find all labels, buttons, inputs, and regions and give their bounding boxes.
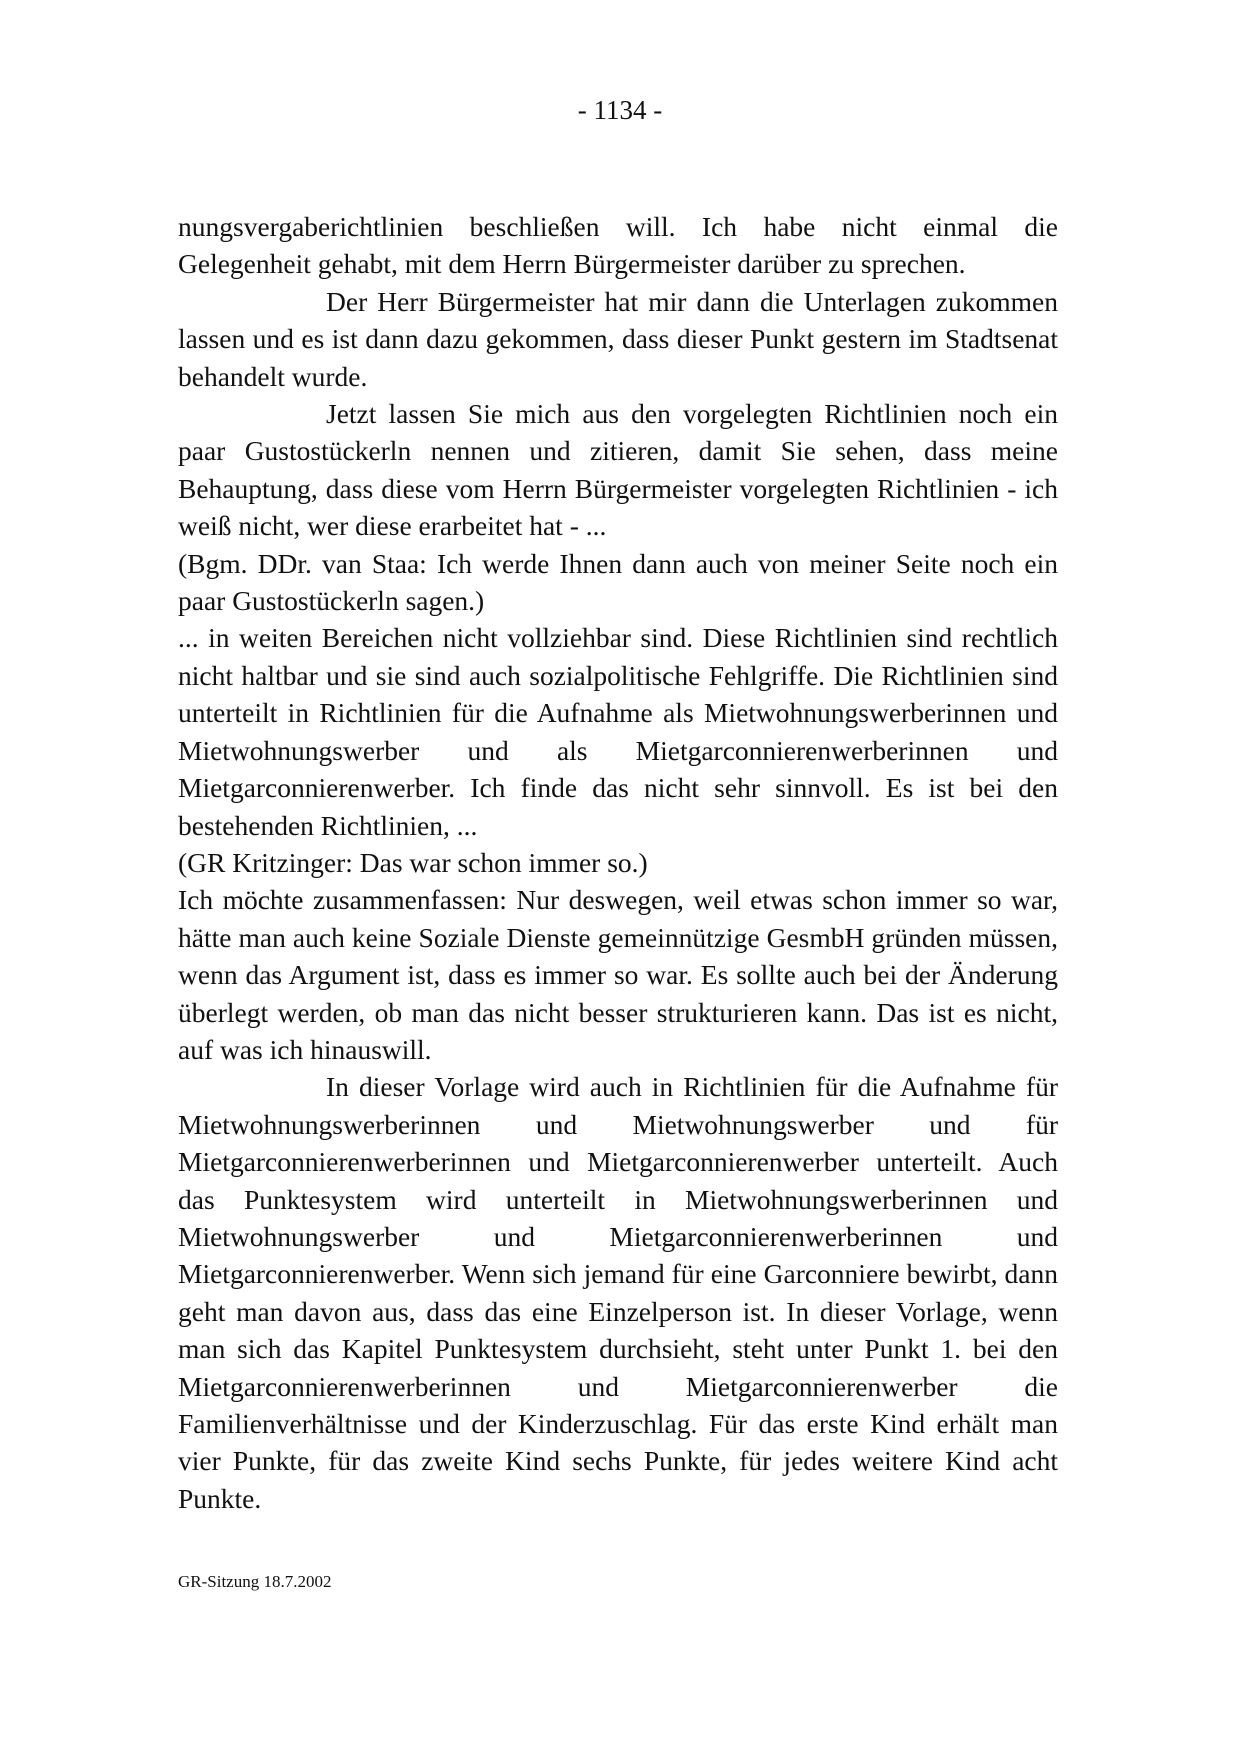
paragraph: Ich möchte zusammenfassen: Nur deswegen, weil etwas schon immer so war, hätte man auch keine Soziale Dienste gemeinnützige GesmbH gründen müssen, wenn das Argument ist, dass es immer so war. Es sollte auch bei der Änderung überlegt werden, ob man das nicht besser strukturieren kann. Das ist es nicht, auf was ich hinauswill. bbox=[178, 884, 1058, 1065]
interjection: (GR Kritzinger: Das war schon immer so.) bbox=[178, 846, 648, 878]
interjection: (Bgm. DDr. van Staa: Ich werde Ihnen dann auch von meiner Seite noch ein paar Gustostückerln sagen.) bbox=[178, 547, 1058, 617]
paragraph: Jetzt lassen Sie mich aus den vorgelegten Richtlinien noch ein paar Gustostückerln nennen und zitieren, damit Sie sehen, dass meine Behauptung, dass diese vom Herrn Bürgermeister vorgelegten Richtlinien - ich weiß nicht, wer diese erarbeitet hat - ... bbox=[178, 398, 1058, 542]
paragraph: In dieser Vorlage wird auch in Richtlinien für die Aufnahme für Mietwohnungswerberinnen und Mietwohnungswerber und für Mietgarconnierenwerberinnen und Mietgarconnierenwerber unterteilt. Auch das Punktesystem wird unterteilt in Mietwohnungswerberinnen und Mietwohnungswerber und Mietgarconnierenwerberinnen und Mietgarconnierenwerber. Wenn sich jemand für eine Garconniere bewirbt, dann geht man davon aus, dass das eine Einzelperson ist. In dieser Vorlage, wenn man sich das Kapitel Punktesystem durchsieht, steht unter Punkt 1. bei den Mietgarconnierenwerberinnen und Mietgarconnierenwerber die Familienverhältnisse und der Kinderzuschlag. Für das erste Kind erhält man vier Punkte, für das zweite Kind sechs Punkte, für jedes weitere Kind acht Punkte. bbox=[178, 1071, 1058, 1514]
paragraph: ... in weiten Bereichen nicht vollziehbar sind. Diese Richtlinien sind rechtlich nicht haltbar und sie sind auch sozialpolitische Fehlgriffe. Die Richtlinien sind unterteilt in Richtlinien für die Aufnahme als Mietwohnungswerberinnen und Mietwohnungswerber und als Mietgarconnierenwerberinnen und Mietgarconnierenwerber. Ich finde das nicht sehr sinnvoll. Es ist bei den bestehenden Richtlinien, ... bbox=[178, 622, 1058, 841]
paragraph: Der Herr Bürgermeister hat mir dann die Unterlagen zukommen lassen und es ist dann dazu gekommen, dass dieser Punkt gestern im Stadtsenat behandelt wurde. bbox=[178, 285, 1058, 392]
paragraph-continuation: nungsvergaberichtlinien beschließen will. Ich habe nicht einmal die Gelegenheit gehabt, mit dem Herrn Bürgermeister darüber zu sprechen. bbox=[178, 211, 1058, 280]
footer-session-date: GR-Sitzung 18.7.2002 bbox=[178, 1572, 332, 1591]
document-body bbox=[178, 208, 1058, 1517]
page-number: - 1134 - bbox=[577, 95, 663, 125]
